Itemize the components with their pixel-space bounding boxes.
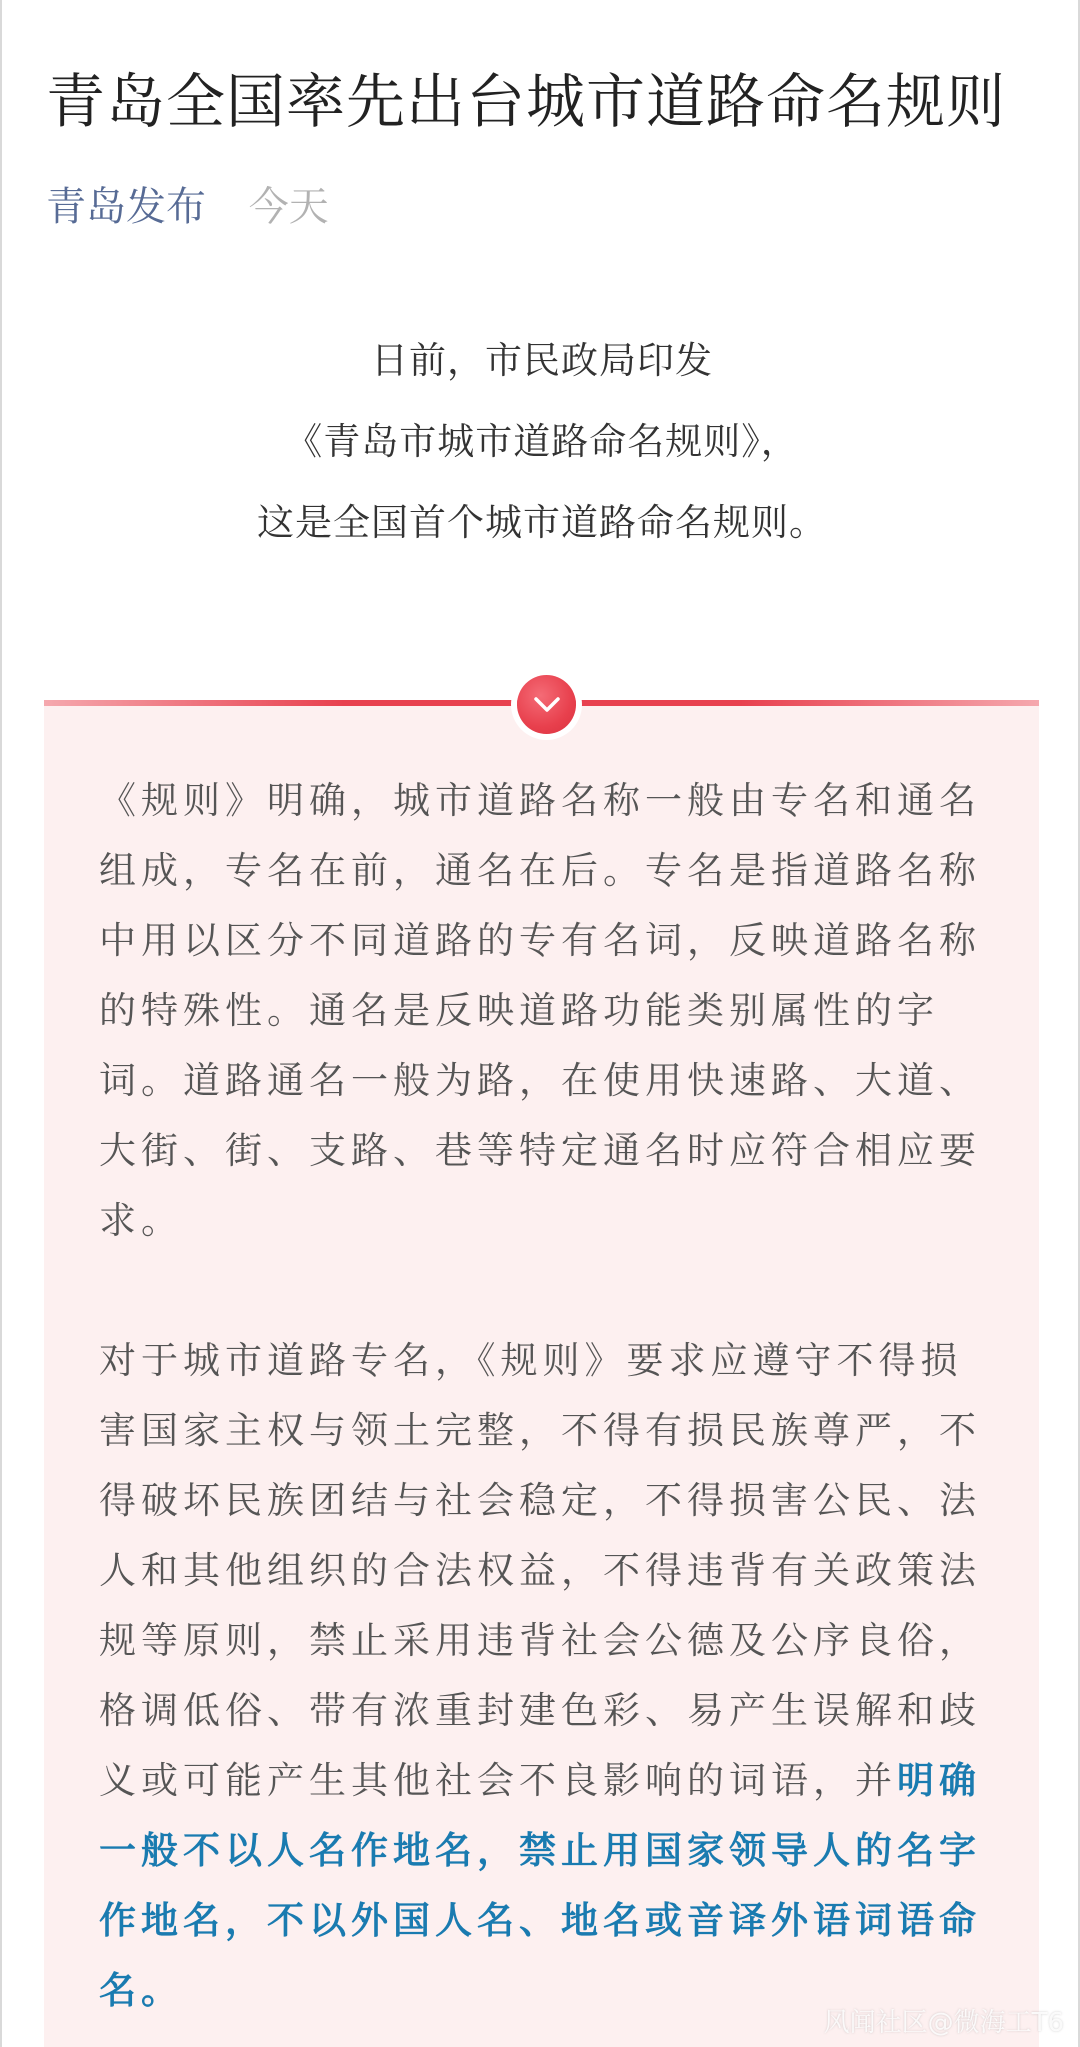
intro-line: 这是全国首个城市道路命名规则。: [257, 501, 827, 544]
expand-button[interactable]: [517, 675, 576, 734]
intro-line: 《青岛市城市道路命名规则》，: [285, 420, 799, 463]
highlighted-text: 明确一般不以人名作地名，禁止用国家领导人的名字作地名，不以外国人名、地名或音译外语词语命名。: [99, 1759, 981, 2012]
article-meta: [46, 180, 329, 234]
intro-line: 日前，市民政局印发: [371, 339, 713, 382]
publish-date: 今天: [248, 184, 329, 230]
content-panel: [44, 706, 1039, 2047]
article-title: 青岛全国率先出台城市道路命名规则: [46, 67, 1007, 136]
watermark: 风闻社区@微海工T6: [823, 2008, 1064, 2038]
paragraph-requirements-text: 对于城市道路专名，《规则》要求应遵守不得损害国家主权与领土完整，不得有损民族尊严，不得破坏民族团结与社会稳定，不得损害公民、法人和其他组织的合法权益，不得违背有关政策法规等原则，禁止采用违背社会公德及公序良俗，格调低俗、带有浓重封建色彩、易产生误解和歧义或可能产生其他社会不良影响的词语，并: [99, 1339, 981, 1802]
chevron-down-icon: [533, 696, 561, 714]
account-name-link[interactable]: 青岛发布: [46, 184, 206, 230]
paragraph-definition: 《规则》明确，城市道路名称一般由专名和通名组成，专名在前，通名在后。专名是指道路名称中用以区分不同道路的专有名词，反映道路名称的特殊性。通名是反映道路功能类别属性的字词。道路通名一般为路，在使用快速路、大道、大街、街、支路、巷等特定通名时应符合相应要求。: [99, 779, 981, 1242]
intro-text: [2, 320, 1080, 563]
paragraph-requirements: [99, 1326, 989, 2026]
